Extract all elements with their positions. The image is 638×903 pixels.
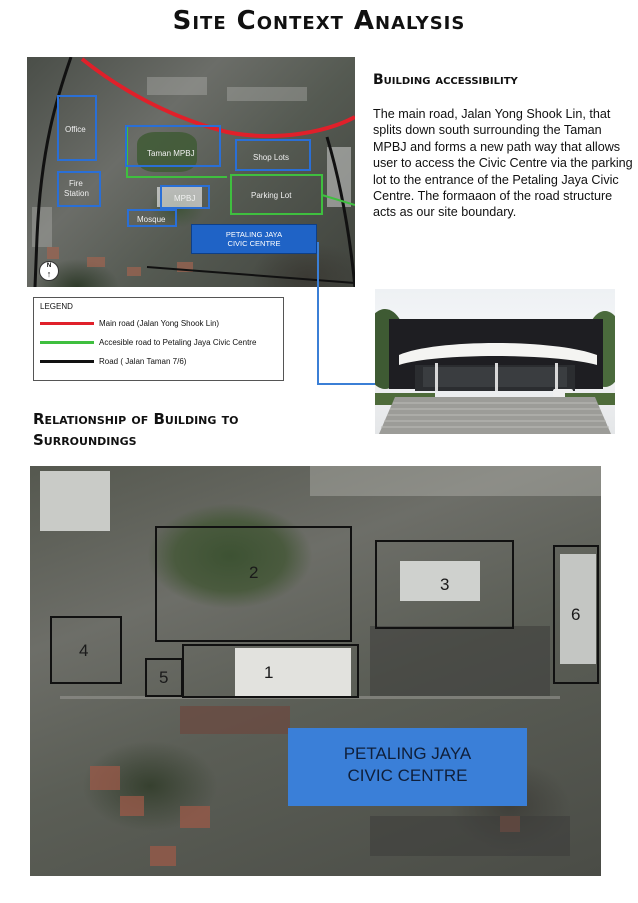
surrounding-box-5	[145, 658, 183, 697]
surrounding-box-1	[182, 644, 359, 698]
mpbj-label: MPBJ	[174, 194, 196, 203]
north-arrow-icon: N ↑	[39, 261, 59, 281]
legend-item	[40, 333, 277, 352]
surrounding-number-2: 2	[249, 563, 259, 582]
fire-station-zone	[57, 171, 101, 207]
legend-label: Main road (Jalan Yong Shook Lin)	[99, 319, 220, 328]
legend-label: Accesible road to Petaling Jaya Civic Centre	[99, 338, 257, 347]
office-label: Office	[65, 125, 86, 134]
site-map	[27, 57, 355, 287]
north-label: N	[46, 263, 52, 269]
office-zone	[57, 95, 97, 161]
civic-centre-marker	[191, 224, 317, 254]
red-line-swatch	[40, 322, 94, 325]
mosque-label: Mosque	[137, 215, 166, 224]
civic-label-line1: PETALING JAYA	[225, 230, 283, 239]
civic-site-line2: CIVIC CENTRE	[347, 766, 468, 785]
relationship-heading	[33, 409, 238, 451]
surrounding-box-3	[375, 540, 514, 629]
legend-item	[40, 352, 277, 371]
civic-centre-site	[288, 728, 527, 806]
accessibility-text: The main road, Jalan Yong Shook Lin, that splits down south surrounding the Taman MPBJ and forms a new path way that allows user to access the Civic Centre via the parking lot to the entrance of the Petaling Jaya Civic Centre. The formaaon of the road structure acts as our site boundary.	[373, 107, 633, 220]
black-line-swatch	[40, 360, 94, 363]
legend-title: LEGEND	[40, 302, 73, 311]
relationship-heading-line1: Relationship of Building to	[33, 410, 239, 428]
surrounding-number-3: 3	[440, 575, 450, 594]
civic-label-line2: CIVIC CENTRE	[227, 239, 281, 248]
surrounding-box-6	[553, 545, 599, 684]
civic-centre-photo	[375, 289, 615, 434]
green-line-swatch	[40, 341, 94, 344]
relationship-heading-line2: Surroundings	[33, 431, 137, 449]
page-title: Site Context Analysis	[172, 6, 466, 36]
surrounding-number-4: 4	[79, 641, 89, 660]
mpbj-zone	[160, 185, 210, 209]
map-legend	[33, 297, 284, 381]
surrounding-number-1: 1	[264, 663, 274, 682]
mosque-zone	[127, 209, 177, 227]
surrounding-number-5: 5	[159, 668, 169, 687]
civic-centre-photo-drawing	[375, 289, 615, 434]
taman-zone	[125, 125, 221, 167]
surrounding-number-6: 6	[571, 605, 581, 624]
taman-label: Taman MPBJ	[147, 149, 195, 158]
station-label: Station	[64, 189, 89, 198]
surrounding-box-2	[155, 526, 352, 642]
shop-lots-label: Shop Lots	[253, 153, 290, 162]
shop-lots-zone	[235, 139, 311, 171]
parking-lot-label: Parking Lot	[251, 191, 292, 200]
civic-site-line1: PETALING JAYA	[343, 744, 472, 763]
surroundings-map	[30, 466, 601, 876]
accessibility-heading: Building accessibility	[373, 72, 518, 88]
legend-label: Road ( Jalan Taman 7/6)	[99, 357, 187, 366]
legend-item	[40, 314, 277, 333]
fire-label: Fire	[69, 179, 83, 188]
surrounding-box-4	[50, 616, 122, 684]
parking-lot-zone	[231, 175, 322, 214]
